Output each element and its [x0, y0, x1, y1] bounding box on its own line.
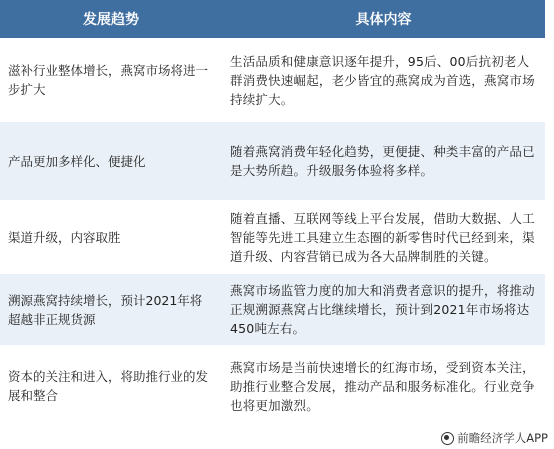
table-header-row	[0, 0, 545, 39]
content-cell: 生活品质和健康意识逐年提升，95后、00后抗初老人群消费快速崛起，老少皆宜的燕窝成为首选，燕窝市场持续扩大。	[222, 39, 545, 121]
trend-cell: 产品更加多样化、便捷化	[0, 121, 222, 201]
trend-cell: 滋补行业整体增长，燕窝市场将进一步扩大	[0, 39, 222, 121]
content-cell: 随着燕窝消费年轻化趋势，更便捷、种类丰富的产品已是大势所趋。升级服务体验将多样。	[222, 121, 545, 201]
content-cell: 燕窝市场是当前快速增长的红海市场，受到资本关注，助推行业整合发展，推动产品和服务标准化。行业竞争也将更加激烈。	[222, 346, 545, 426]
table-row	[0, 121, 545, 201]
content-cell: 随着直播、互联网等线上平台发展，借助大数据、人工智能等先进工具建立生态圈的新零售时代已经到来，渠道升级、内容营销已成为各大品牌制胜的关键。	[222, 201, 545, 273]
trend-cell: 溯源燕窝持续增长，预计2021年将超越非正规货源	[0, 273, 222, 346]
header-trend: 发展趋势	[0, 0, 222, 39]
source-watermark	[441, 430, 548, 446]
header-content: 具体内容	[222, 0, 545, 39]
trend-cell: 渠道升级，内容取胜	[0, 201, 222, 273]
trend-cell: 资本的关注和进入，将助推行业的发展和整合	[0, 346, 222, 426]
qianzhan-logo-icon	[441, 432, 454, 445]
table-row	[0, 273, 545, 346]
table-row	[0, 39, 545, 121]
table-row	[0, 201, 545, 273]
content-cell: 燕窝市场监管力度的加大和消费者意识的提升，将推动正规溯源燕窝占比继续增长，预计到2021年市场将达450吨左右。	[222, 273, 545, 346]
table-row	[0, 346, 545, 426]
watermark-text: 前瞻经济学人APP	[457, 431, 548, 445]
